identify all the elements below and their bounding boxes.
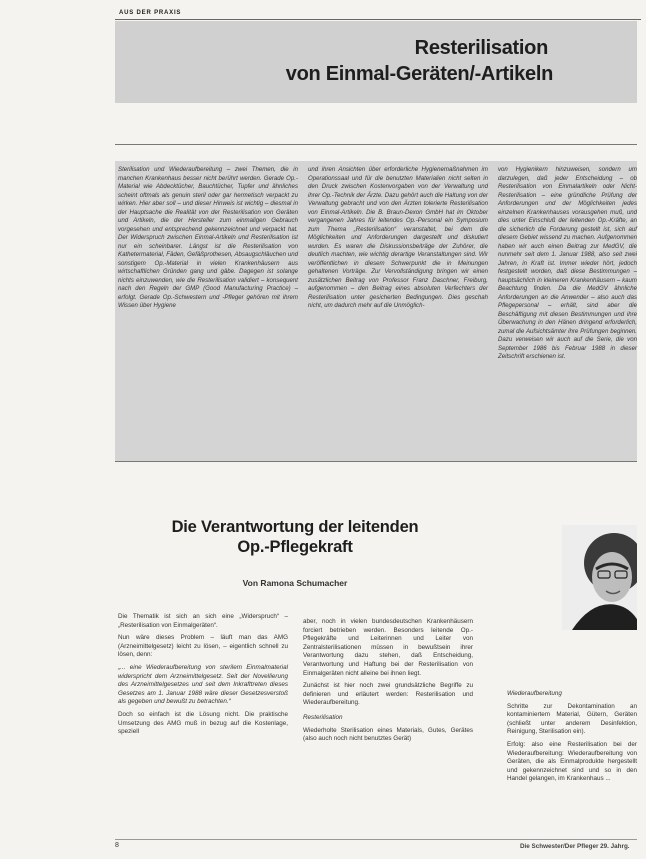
paragraph: Zunächst ist hier noch zwei grundsätzliche Begriffe zu definieren und erläutert werden: Resterilisation und Wiederaufbereitung. bbox=[303, 682, 473, 707]
intro-column-2: und ihren Ansichten über erforderliche Hygienemaßnahmen im Operationssaal und für die benutzten Materialien nicht selten in den Druck zwischen Kostenvorgaben von der Verwaltung und ihrer Op.-Technik der Ärzte. Dazu gehört auch die Haltung von der Verwaltung gebracht und von den Ärzten tolerierte Resterilisation von Einmal-Artikeln. Die B. Braun-Dexon GmbH hat im Oktober vergangenen Jahres für leitendes Op.-Personal ein Symposium zum Thema „Resterilisation“ veranstaltet, bei dem die Möglichkeiten und Anforderungen dargestellt und diskutiert wurden. Es waren die Diskussionsbeiträge der Zuhörer, die deutlich machten, wie wichtig derartige Veranstaltungen sind. Wir veröffentlichen in diesem Schwerpunkt die in Meinungen gehaltenen Vorträge. Zur Vervollständigung bringen wir einen zusätzlichen Beitrag von Professor Franz Daschner, Freiburg, aufgenommen – den Beitrag eines absoluten Verfechters der Resterilisation unter gesicherten Bedingungen. Dies geschah nicht, um dadurch mehr auf die Unmöglich- bbox=[308, 166, 488, 309]
article2-title-line2: Op.-Pflegekraft bbox=[237, 538, 353, 556]
portrait-image bbox=[562, 525, 637, 630]
subheading: Resterilisation bbox=[303, 713, 343, 721]
article2-title-line1: Die Verantwortung der leitenden bbox=[171, 518, 419, 536]
title-band bbox=[115, 21, 637, 103]
byline: Von Ramona Schumacher bbox=[242, 578, 348, 588]
paragraph: Doch so einfach ist die Lösung nicht. Die praktische Umsetzung des AMG muß in bezug auf die Kostenlage, speziell bbox=[118, 710, 288, 736]
article2-column-1 bbox=[118, 609, 288, 737]
article1-title-line1: Resterilisation bbox=[414, 37, 548, 59]
paragraph: Wiederholte Sterilisation eines Materials, Gutes, Gerätes (also auch noch nicht benutztes Gerät) bbox=[303, 726, 473, 743]
subheading: Wiederaufbereitung bbox=[507, 690, 562, 697]
page-number: 8 bbox=[115, 842, 119, 849]
footer-rule bbox=[115, 839, 637, 840]
paragraph: Nun wäre dieses Problem – läuft man das AMG (Arzneimittelgesetz) leicht zu lösen, – eigentlich schnell zu lösen, denn: bbox=[118, 634, 288, 659]
paragraph: aber, noch in vielen bundesdeutschen Krankenhäusern forciert betrieben werden. Besonders leitende Op.-Pflegekräfte und Leiterinnen und Leiter von Zentralsterilisationen müssen in bewußtsein ihrer Verantwortung dazu stehen, daß Entscheidung, Verantwortung und Haftung bei der Resterilisation von Einmalgeräten nicht alleine bei ihnen liegt. bbox=[303, 618, 473, 677]
article1-title-line2: von Einmal-Geräten/-Artikeln bbox=[285, 63, 553, 85]
divider-top bbox=[115, 144, 637, 145]
section-label: AUS DER PRAXIS bbox=[115, 8, 641, 20]
paragraph: Schritte zur Dekontamination an kontaminiertem Material, Gütern, Geräten (schließt unter anderem Desinfektion, Reinigung, Sterilisation ein). bbox=[507, 702, 637, 736]
article2-column-2 bbox=[303, 614, 473, 744]
magazine-name: Die Schwester/Der Pfleger 29. Jahrg. bbox=[520, 843, 630, 850]
paragraph: Erfolg: also eine Resterilisation bei der Wiederaufbereitung: Wiederaufbereitung von Geräten, die als Einmalprodukte hergestellt und gekennzeichnet sind und so in den Handel gelangen, im Krankenhaus ... bbox=[507, 740, 637, 783]
intro-box bbox=[115, 161, 637, 461]
intro-column-3: von Hygienikern hinzuweisen, sondern um darzulegen, daß jeder Entscheidung – ob Resterilisation von Einmalartikeln oder Nicht-Resterilisation – eine gründliche Prüfung der Anforderungen und der Möglichkeiten jedes einzelnen Krankenhauses vorausgehen muß, und dies unter Einschluß der leitenden Op.-Kräfte, an die sicherlich die Forderung gestellt ist, sich auf diesem Gebiet wissend zu machen. Aufgenommen haben wir auch einen Beitrag zur MedGV, die nunmehr seit dem 1. Januar 1988, also seit zwei Jahren, in Kraft ist. Immer wieder hört, jedoch festgestellt worden, daß diese Bestimmungen – hauptsächlich in kleineren Krankenhäusern – kaum Beachtung finden. Da die MedGV ähnliche Anforderungen an die Anwender – also auch das Pflegepersonal – erhält, sind aber die Beschäftigung mit diesen Bestimmungen und ihre Überwachung in den Hänen dringend erforderlich, zumal die Aufsichtsämter ihre Prüfungen beginnen. Dazu verweisen wir auch auf die Serie, die von September 1986 bis Februar 1988 in dieser Zeitschrift erschienen ist. bbox=[498, 166, 637, 360]
quote: „... eine Wiederaufbereitung von sterilem Einmalmaterial widerspricht dem Arzneimittelgesetz. Seit der Novellierung des Arzneimittelgesetzes und seit dem Inkrafttreten dieses Gesetzes am 1. Januar 1988 wäre dieser Gesetzesverstoß als gegeben und bewußt zu betrachten.“ bbox=[118, 663, 288, 706]
author-photo bbox=[562, 525, 637, 630]
paragraph: Die Thematik ist sich an sich eine „Widerspruch“ – „Resterilisation von Einmalgeräten“. bbox=[118, 613, 288, 629]
article2-column-3 bbox=[507, 690, 637, 784]
divider-bottom bbox=[115, 461, 637, 462]
intro-column-1: Sterilisation und Wiederaufbereitung – zwei Themen, die in manchen Krankenhaus besser nicht berührt werden. Gerade Op.-Material wie Abdecktücher, Bauchtücher, Tupfer und ähnliches scheint oftmals als genuin steril oder gar hermetisch verpackt zu wirken. Hier aber soll – und dieser Hinweis ist wichtig – diesmal in der Hauptsache die Realität von der Resterilisation von Geräten und Artikeln, die der Hersteller zum einmaligen Gebrauch vorgesehen und entsprechend gekennzeichnet und verpackt hat. Der Widerspruch zwischen Einmal-Artikeln und Resterilisation ist nur ein scheinbarer. Längst ist die Resterilisation von Kathetermaterial, Fäden, Gefäßprothesen, Absaugschläuchen und sonstigem Op.-Material in vielen Krankenhäusern aus wirtschaftlichen Gründen gang und gäbe. Dagegen ist solange nichts einzuwenden, wie die Resterilisation validiert – konsequent nach den Regeln der GMP (Good Manufacturing Practice) – erfolgt. Gerade Op.-Schwestern und -Pfleger gehören mit ihrem Wissen über Hygiene bbox=[118, 166, 298, 309]
